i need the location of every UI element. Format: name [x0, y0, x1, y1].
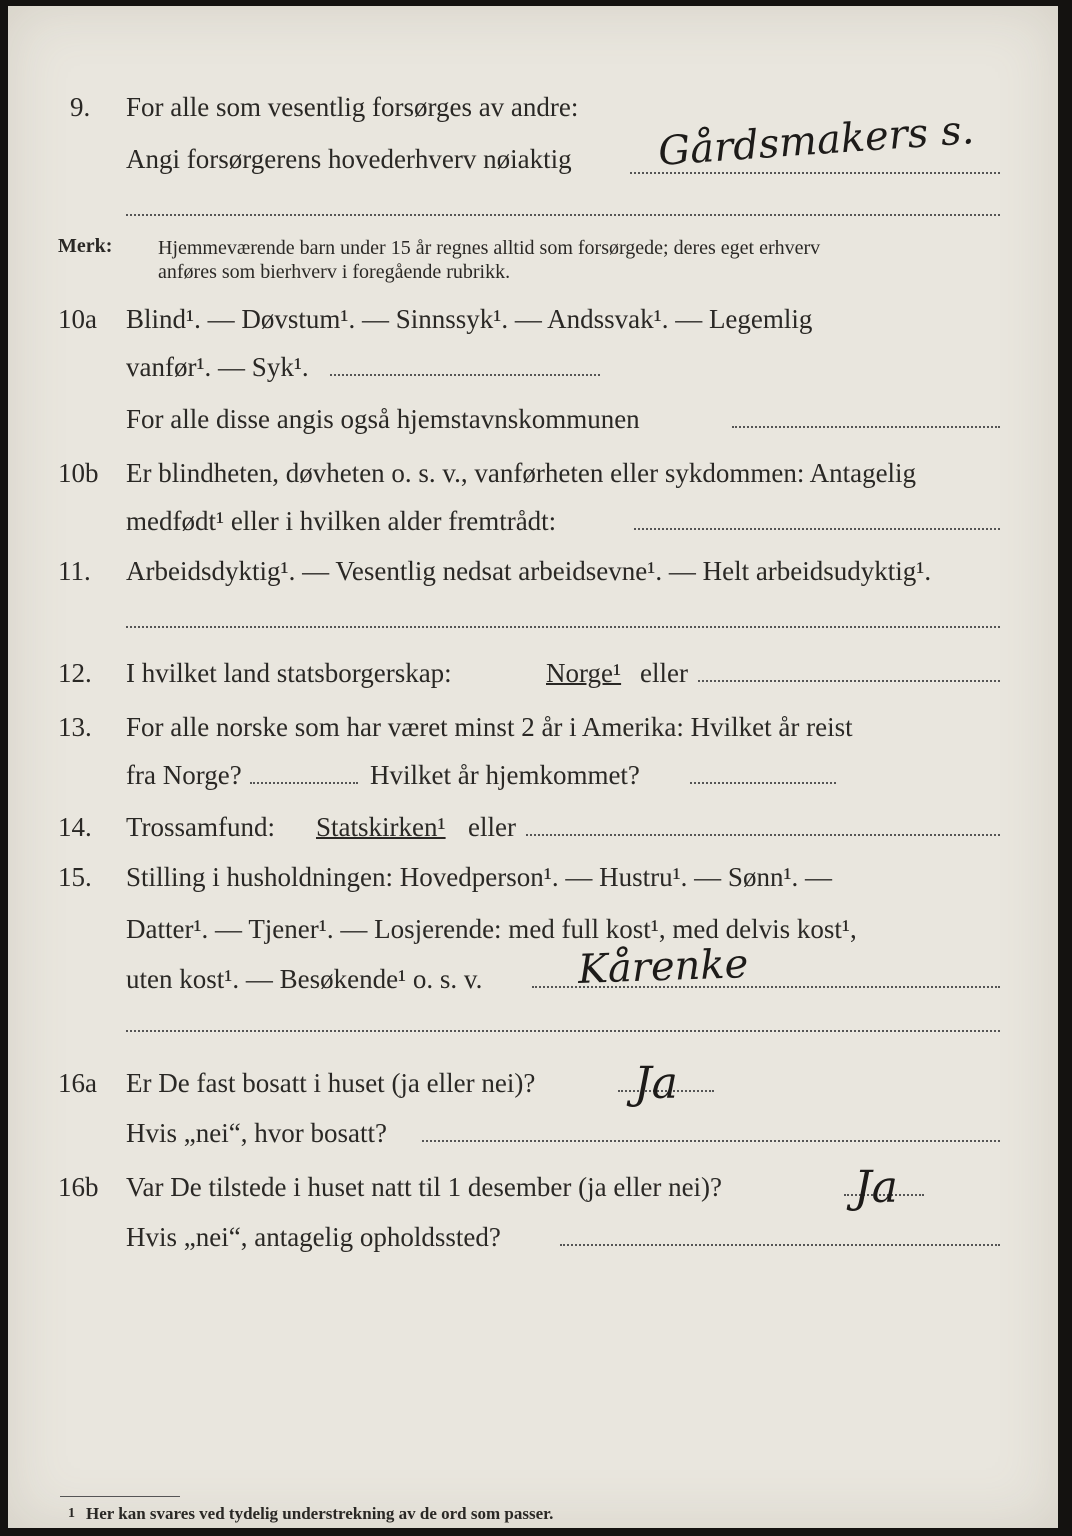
item-number-16a: 16a — [58, 1068, 97, 1098]
merk-line1: Hjemmeværende barn under 15 år regnes alltid som forsørgede; deres eget erhverv — [158, 237, 821, 259]
footnote-text: Her kan svares ved tydelig understrekning av de ord som passer. — [86, 1504, 554, 1523]
q13-line2b: Hvilket år hjemkommet? — [370, 760, 640, 790]
q12-option-norge: Norge¹ — [546, 658, 622, 688]
q11-line1: Arbeidsdyktig¹. — Vesentlig nedsat arbeidsevne¹. — Helt arbeidsudyktig¹. — [126, 556, 932, 586]
q12-suffix: eller — [640, 658, 688, 688]
q12-answer-line — [698, 680, 1000, 682]
q16b-opholdssted-line — [560, 1244, 1000, 1246]
item-number-9: 9. — [70, 92, 91, 122]
q10a-syk-line — [330, 374, 600, 376]
q15-line3: uten kost¹. — Besøkende¹ o. s. v. — [126, 964, 483, 994]
footnote-divider — [60, 1496, 180, 1497]
q10b-line2: medfødt¹ eller i hvilken alder fremtrådt: — [126, 506, 557, 536]
q13-hjemkommet-line — [690, 782, 836, 784]
q15-line2: Datter¹. — Tjener¹. — Losjerende: med full kost¹, med delvis kost¹, — [126, 914, 857, 944]
q16b-line1: Var De tilstede i huset natt til 1 desember (ja eller nei)? — [126, 1172, 723, 1202]
q10a-line1: Blind¹. — Døvstum¹. — Sinnssyk¹. — Andssvak¹. — Legemlig — [126, 304, 813, 334]
q9-line2: Angi forsørgerens hovederhverv nøiaktig — [126, 144, 572, 174]
q15-line1: Stilling i husholdningen: Hovedperson¹. — Hustru¹. — Sønn¹. — — [126, 862, 833, 892]
census-form-page — [8, 6, 1058, 1528]
item-number-10a: 10a — [58, 304, 97, 334]
q16b-handwritten-answer: Ja — [854, 1162, 898, 1213]
q13-line1: For alle norske som har været minst 2 år i Amerika: Hvilket år reist — [126, 712, 853, 742]
q16a-bosatt-line — [422, 1140, 1000, 1142]
q15-handwritten-answer: Kårenke — [577, 941, 749, 993]
q16b-line2: Hvis „nei“, antagelig opholdssted? — [126, 1222, 501, 1252]
q10a-line3: For alle disse angis også hjemstavnskommunen — [126, 404, 640, 434]
q9-handwritten-answer: Gårdsmakers s. — [656, 107, 976, 175]
q10a-kommune-line — [732, 426, 1000, 428]
footnote-mark: 1 — [68, 1506, 75, 1521]
q14-answer-line — [526, 834, 1000, 836]
item-number-10b: 10b — [58, 458, 99, 488]
q16a-line2: Hvis „nei“, hvor bosatt? — [126, 1118, 387, 1148]
q15-extra-line — [126, 1030, 1000, 1032]
item-number-16b: 16b — [58, 1172, 99, 1202]
q14-option-statskirken: Statskirken¹ — [316, 812, 446, 842]
q10a-line2: vanfør¹. — Syk¹. — [126, 352, 309, 382]
item-number-11: 11. — [58, 556, 91, 586]
item-number-13: 13. — [58, 712, 92, 742]
q16a-handwritten-answer: Ja — [634, 1058, 678, 1109]
merk-label: Merk: — [58, 235, 113, 257]
q14-text: Trossamfund: — [126, 812, 276, 842]
item-number-14: 14. — [58, 812, 92, 842]
q13-reist-line — [250, 782, 358, 784]
q9-line1: For alle som vesentlig forsørges av andre: — [126, 92, 579, 122]
q12-text: I hvilket land statsborgerskap: — [126, 658, 452, 688]
q13-line2a: fra Norge? — [126, 760, 242, 790]
q16a-line1: Er De fast bosatt i huset (ja eller nei)? — [126, 1068, 536, 1098]
q11-answer-line — [126, 626, 1000, 628]
q10b-answer-line — [634, 528, 1000, 530]
q10b-line1: Er blindheten, døvheten o. s. v., vanførheten eller sykdommen: Antagelig — [126, 458, 917, 488]
q9-extra-line — [126, 214, 1000, 216]
q14-suffix: eller — [468, 812, 516, 842]
item-number-15: 15. — [58, 862, 92, 892]
item-number-12: 12. — [58, 658, 92, 688]
merk-line2: anføres som bierhverv i foregående rubrikk. — [158, 261, 511, 283]
